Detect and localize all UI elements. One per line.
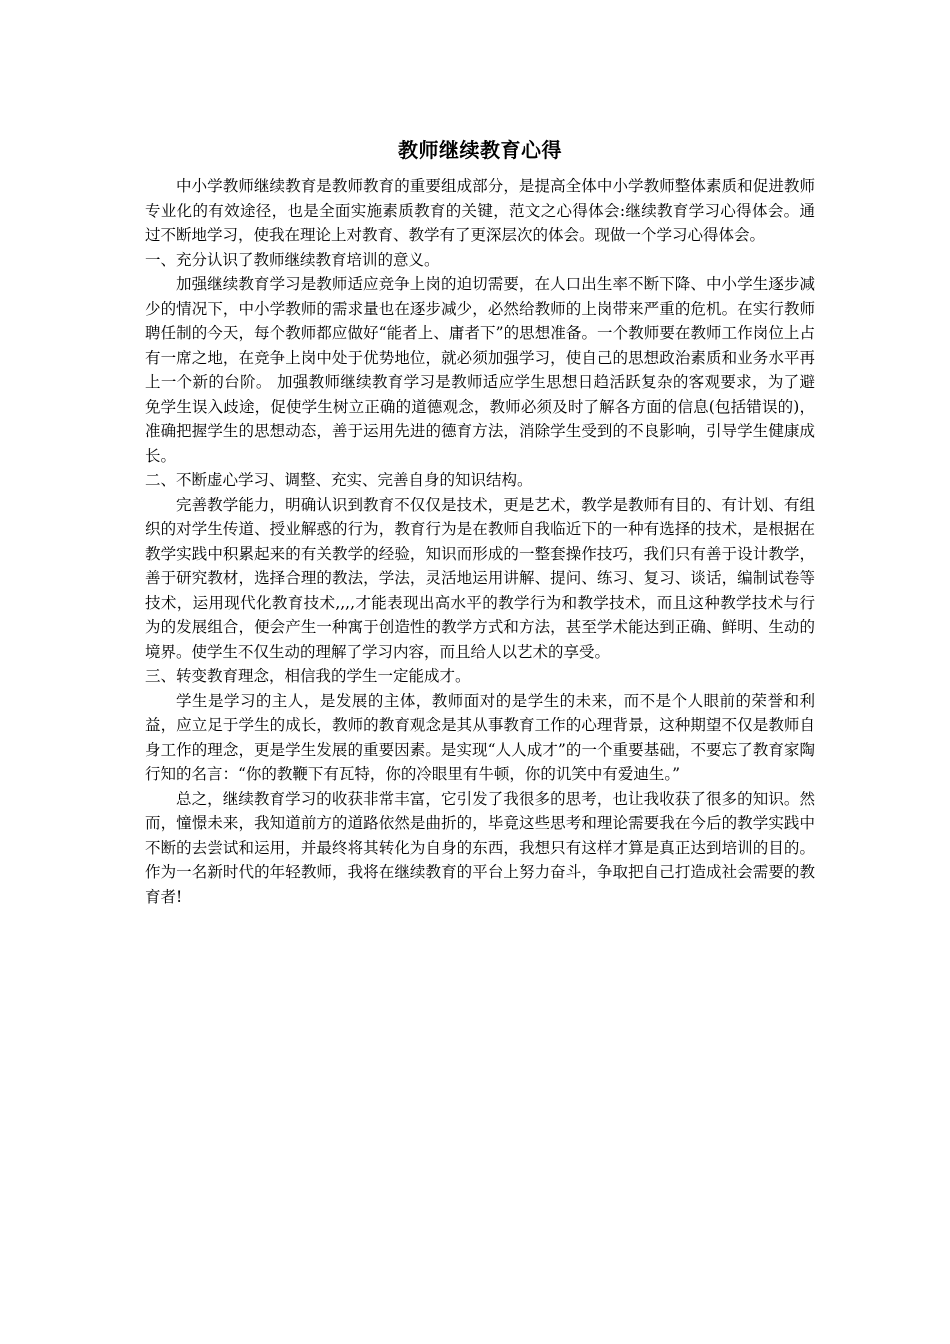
section-heading-1: 一、充分认识了教师继续教育培训的意义。 — [145, 250, 440, 269]
paragraph-section-3: 学生是学习的主人，是发展的主体，教师面对的是学生的未来，而不是个人眼前的荣誉和利益，应立足于学生的成长，教师的教育观念是其从事教育工作的心理背景，这种期望不仅是教师自身工作的理念，更是学生发展的重要因素。是实现“人人成才”的一个重要基础，不要忘了教育家陶行知的名言：“你的教鞭下有瓦特，你的冷眼里有牛顿，你的讥笑中有爱迪生。” — [145, 691, 815, 783]
document-body — [145, 174, 815, 909]
section-heading-2: 二、不断虚心学习、调整、充实、完善自身的知识结构。 — [145, 471, 533, 489]
paragraph-intro: 中小学教师继续教育是教师教育的重要组成部分，是提高全体中小学教师整体素质和促进教师专业化的有效途径，也是全面实施素质教育的关键，范文之心得体会:继续教育学习心得体会。通过不断地学习，使我在理论上对教育、教学有了更深层次的体会。现做一个学习心得体会。 — [145, 177, 815, 244]
paragraph-section-1: 加强继续教育学习是教师适应竞争上岗的迫切需要，在人口出生率不断下降、中小学生逐步减少的情况下，中小学教师的需求量也在逐步减少，必然给教师的上岗带来严重的危机。在实行教师聘任制的今天，每个教师都应做好“能者上、庸者下”的思想准备。一个教师要在教师工作岗位上占有一席之地，在竞争上岗中处于优势地位，就必须加强学习，使自己的思想政治素质和业务水平再上一个新的台阶。 加强教师继续教育学习是教师适应学生思想日趋活跃复杂的客观要求，为了避免学生误入歧途，促使学生树立正确的道德观念，教师必须及时了解各方面的信息(包括错误的)，准确把握学生的思想动态，善于运用先进的德育方法，消除学生受到的不良影响，引导学生健康成长。 — [145, 275, 815, 465]
paragraph-conclusion: 总之，继续教育学习的收获非常丰富，它引发了我很多的思考，也让我收获了很多的知识。然而，憧憬未来，我知道前方的道路依然是曲折的，毕竟这些思考和理论需要我在今后的教学实践中不断的去尝试和运用，并最终将其转化为自身的东西，我想只有这样才算是真正达到培训的目的。作为一名新时代的年轻教师，我将在继续教育的平台上努力奋斗，争取把自己打造成社会需要的教育者! — [145, 789, 815, 906]
section-heading-3: 三、转变教育理念，相信我的学生一定能成才。 — [145, 667, 471, 685]
document-page — [145, 132, 815, 909]
document-title: 教师继续教育心得 — [398, 138, 562, 162]
paragraph-section-2: 完善教学能力，明确认识到教育不仅仅是技术，更是艺术，教学是教师有目的、有计划、有组织的对学生传道、授业解惑的行为，教育行为是在教师自我临近下的一种有选择的技术，是根据在教学实践中积累起来的有关教学的经验，知识而形成的一整套操作技巧，我们只有善于设计教学，善于研究教材，选择合理的教法，学法，灵活地运用讲解、提问、练习、复习、谈话，编制试卷等技术，运用现代化教育技术,,,,才能表现出高水平的教学行为和教学技术，而且这种教学技术与行为的发展组合，便会产生一种寓于创造性的教学方式和方法，甚至学术能达到正确、鲜明、生动的境界。使学生不仅生动的理解了学习内容，而且给人以艺术的享受。 — [145, 495, 815, 661]
